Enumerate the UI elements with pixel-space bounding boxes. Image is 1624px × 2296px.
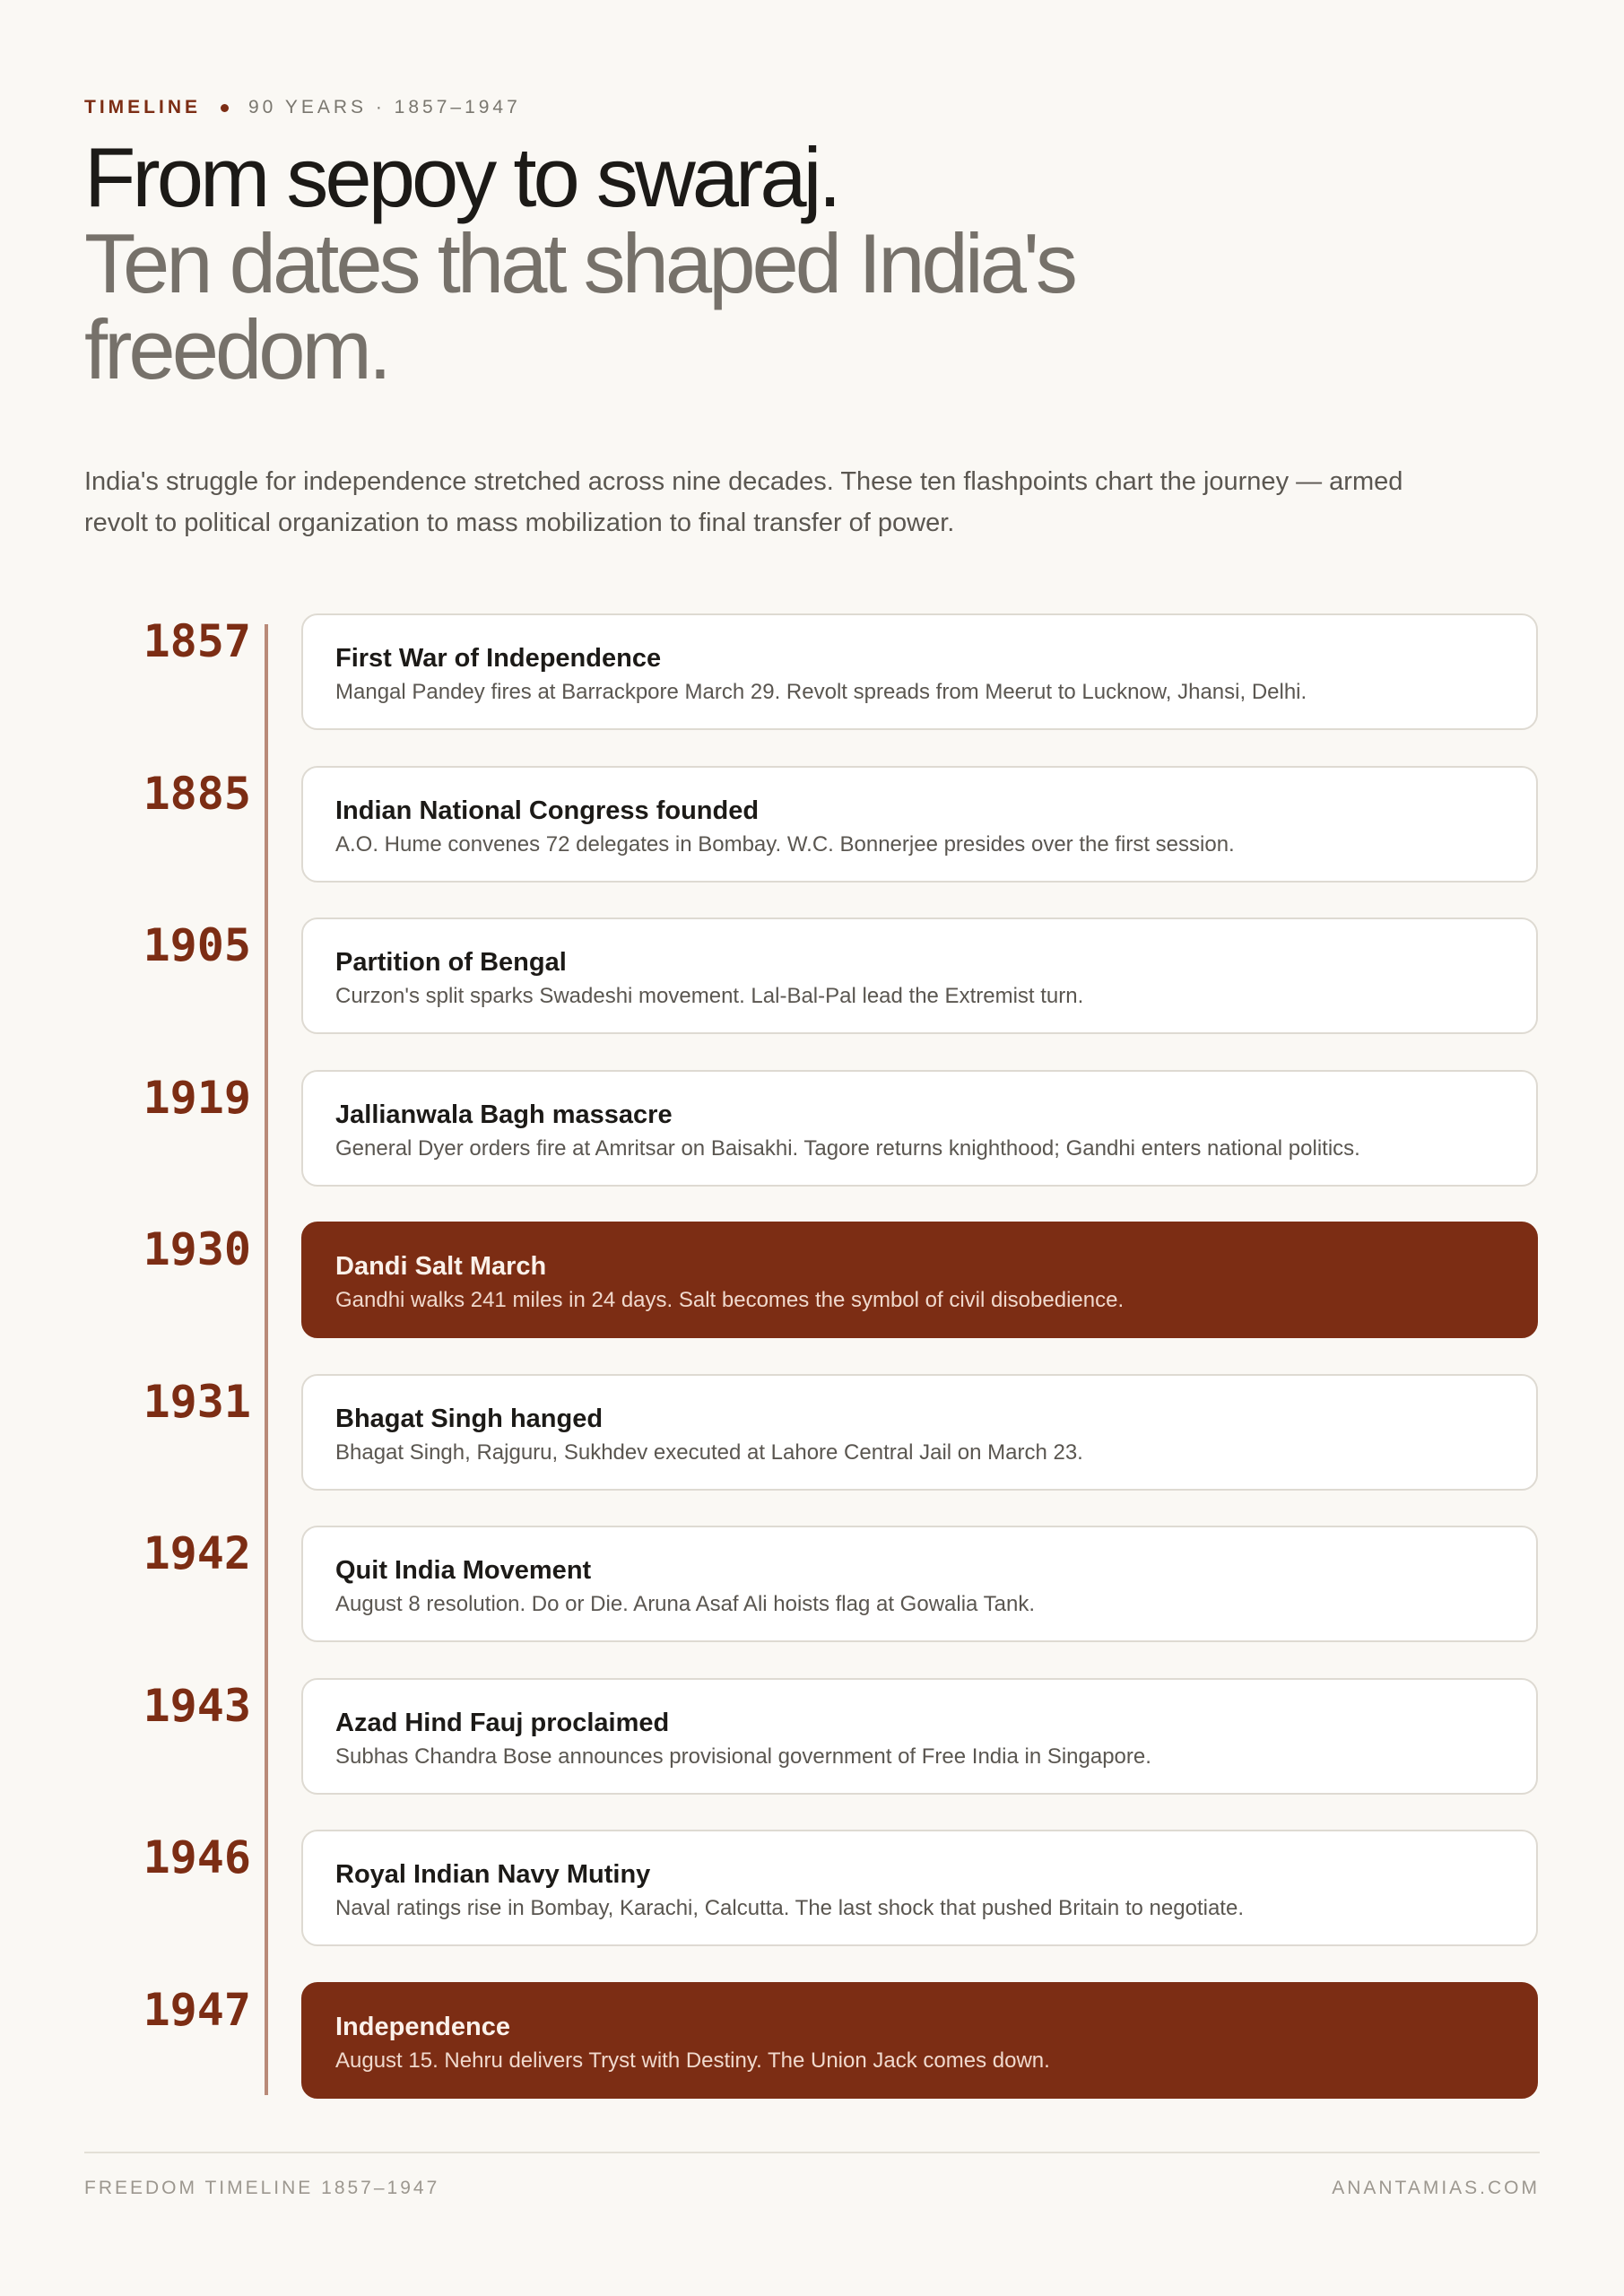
event-description: Curzon's split sparks Swadeshi movement. Lal-Bal-Pal lead the Extremist turn. [335, 984, 1084, 1008]
event-year: 1931 [143, 1376, 251, 1428]
timeline-row [84, 1070, 1540, 1188]
timeline-row [84, 1374, 1540, 1492]
footer-divider [84, 2152, 1540, 2153]
timeline [84, 613, 1540, 2102]
eyebrow-meta: 90 YEARS · 1857–1947 [248, 97, 521, 117]
event-year: 1905 [143, 919, 251, 971]
eyebrow-dot-icon [221, 104, 229, 112]
eyebrow-tag: TIMELINE [84, 97, 201, 117]
event-title: Indian National Congress founded [335, 796, 760, 825]
event-description: A.O. Hume convenes 72 delegates in Bombay. W.C. Bonnerjee presides over the first session. [335, 832, 1235, 857]
event-description: August 15. Nehru delivers Tryst with Destiny. The Union Jack comes down. [335, 2048, 1050, 2073]
event-card [301, 613, 1538, 730]
event-title: Dandi Salt March [335, 1252, 547, 1281]
event-description: Naval ratings rise in Bombay, Karachi, Calcutta. The last shock that pushed Britain to negotiate. [335, 1896, 1244, 1920]
timeline-row [84, 1830, 1540, 1948]
event-card [301, 1222, 1538, 1338]
title-line-1: From sepoy to swaraj. [84, 130, 838, 224]
event-title: Azad Hind Fauj proclaimed [335, 1709, 670, 1737]
eyebrow [84, 97, 521, 118]
event-title: Jallianwala Bagh massacre [335, 1100, 673, 1129]
event-year: 1885 [143, 768, 251, 820]
event-year: 1857 [143, 615, 251, 667]
footer-left-text: FREEDOM TIMELINE 1857–1947 [84, 2178, 440, 2198]
page-title [84, 130, 1340, 396]
event-title: First War of Independence [335, 644, 662, 673]
event-description: Subhas Chandra Bose announces provisional government of Free India in Singapore. [335, 1744, 1151, 1769]
event-card [301, 1678, 1538, 1795]
event-card [301, 766, 1538, 883]
timeline-row [84, 613, 1540, 732]
event-year: 1946 [143, 1831, 251, 1883]
event-card [301, 1526, 1538, 1642]
event-year: 1942 [143, 1527, 251, 1579]
event-description: Mangal Pandey fires at Barrackpore March 29. Revolt spreads from Meerut to Lucknow, Jhansi, Delhi. [335, 680, 1307, 704]
event-year: 1943 [143, 1680, 251, 1732]
footer-site-link[interactable]: ANANTAMIAS.COM [1332, 2178, 1540, 2198]
event-description: August 8 resolution. Do or Die. Aruna Asaf Ali hoists flag at Gowalia Tank. [335, 1592, 1035, 1616]
timeline-row [84, 918, 1540, 1036]
timeline-row [84, 1982, 1540, 2100]
event-description: General Dyer orders fire at Amritsar on Baisakhi. Tagore returns knighthood; Gandhi enters national politics. [335, 1136, 1360, 1161]
event-year: 1919 [143, 1072, 251, 1124]
event-card [301, 1374, 1538, 1491]
event-title: Quit India Movement [335, 1556, 592, 1585]
event-card [301, 1830, 1538, 1946]
event-title: Independence [335, 2013, 510, 2041]
event-card [301, 1982, 1538, 2099]
event-year: 1947 [143, 1984, 251, 2036]
timeline-row [84, 1526, 1540, 1644]
intro-paragraph: India's struggle for independence stretched across nine decades. These ten flashpoints chart the journey — armed revolt to political organization to mass mobilization to final transfer of power. [84, 467, 1403, 537]
event-card [301, 1070, 1538, 1187]
event-year: 1930 [143, 1223, 251, 1275]
event-title: Royal Indian Navy Mutiny [335, 1860, 651, 1889]
timeline-row [84, 766, 1540, 884]
title-line-2: Ten dates that shaped India's freedom. [84, 216, 1074, 396]
event-description: Bhagat Singh, Rajguru, Sukhdev executed at Lahore Central Jail on March 23. [335, 1440, 1083, 1465]
timeline-row [84, 1222, 1540, 1340]
event-title: Partition of Bengal [335, 948, 567, 977]
event-title: Bhagat Singh hanged [335, 1405, 604, 1433]
timeline-row [84, 1678, 1540, 1796]
footer [84, 2178, 1540, 2199]
event-description: Gandhi walks 241 miles in 24 days. Salt becomes the symbol of civil disobedience. [335, 1288, 1125, 1312]
event-card [301, 918, 1538, 1034]
